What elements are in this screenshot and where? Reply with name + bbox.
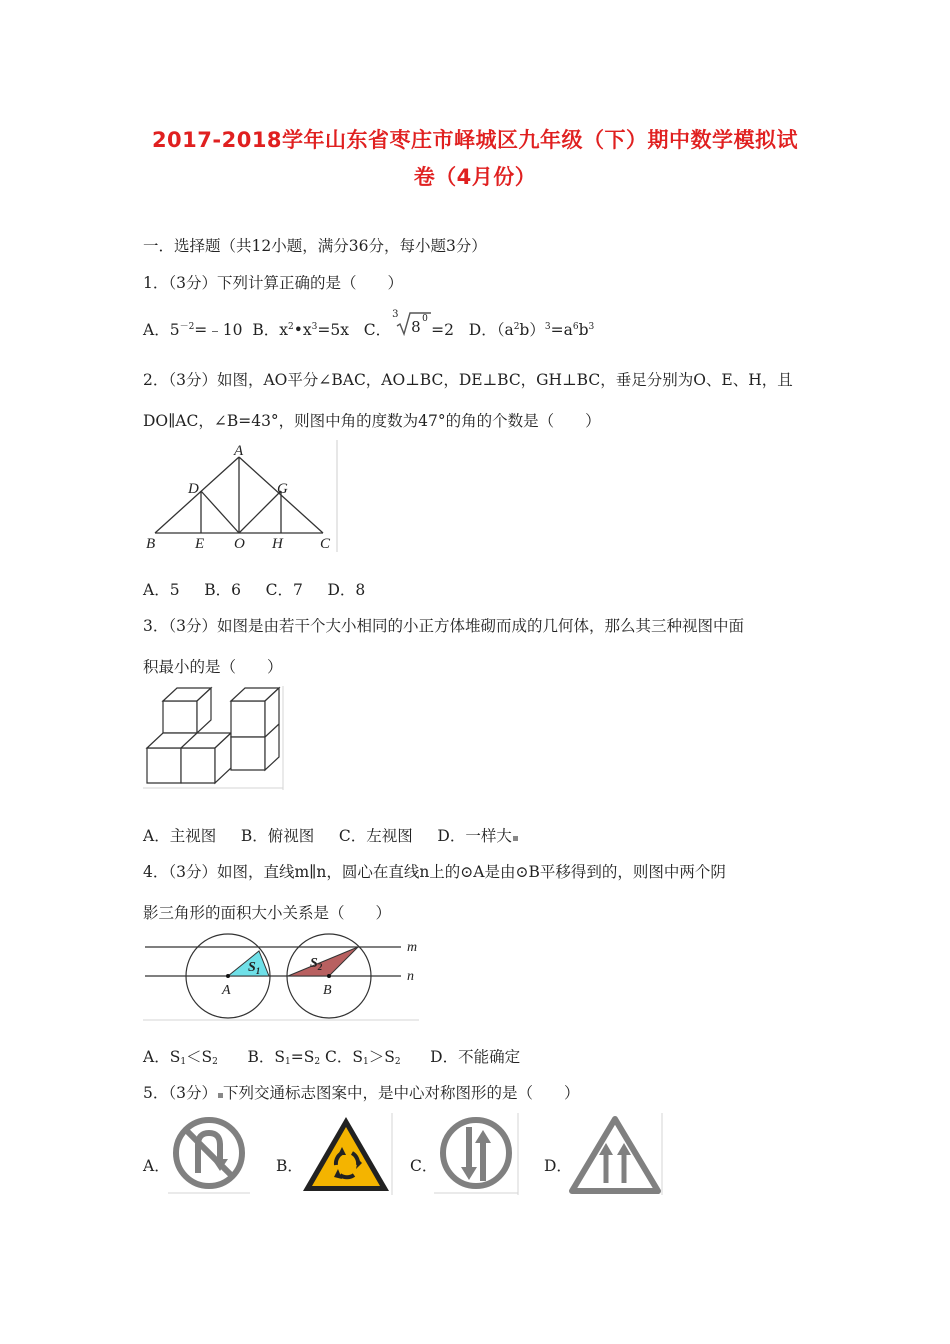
q2-options — [143, 578, 365, 600]
q4-option-c: C．$S_1>S_2$ — [325, 1048, 401, 1067]
q1-option-c: C． 3 8 0 =2 — [363, 309, 454, 339]
label-circle-b: B — [323, 983, 332, 998]
q2-stem-line2: DO∥AC，∠B=43°，则图中角的度数为47°的角的个数是（ ） — [143, 412, 601, 430]
label-circle-a: A — [222, 983, 231, 998]
label-s2: $S_2$ — [310, 956, 323, 972]
no-u-turn-sign-icon — [166, 1113, 252, 1195]
label-n: n — [407, 969, 414, 984]
label-d: D — [188, 481, 199, 497]
q4-options — [143, 1045, 520, 1067]
q4-option-d: D．不能确定 — [430, 1048, 521, 1066]
q2-option-a: A．5 — [143, 581, 180, 599]
q1-options — [143, 309, 595, 340]
q3-option-c: C．左视图 — [338, 827, 413, 845]
q1-option-b: B．$x^2•x^3=5x$ — [252, 321, 349, 339]
doc-title-line1: 2017-2018学年山东省枣庄市峄城区九年级（下）期中数学模拟试 — [151, 128, 799, 152]
q5-option-b-label: B． — [276, 1157, 303, 1175]
q2-stem-line1: 2．（3分）如图，AO平分∠BAC，AO⊥BC，DE⊥BC，GH⊥BC，垂足分别为O、E、H，且 — [143, 371, 793, 389]
q3-options — [143, 824, 518, 846]
q3-option-d: D．一样大 — [437, 827, 512, 845]
two-way-traffic-triangle-sign-icon — [568, 1113, 664, 1195]
section-heading: 一．选择题（共12小题，满分36分，每小题3分） — [143, 237, 487, 255]
roundabout-warning-sign-icon — [300, 1113, 394, 1195]
q1-stem: 1．（3分）下列计算正确的是（ ） — [143, 274, 403, 292]
cube-root-radical: 3 8 0 — [391, 318, 431, 338]
q5-option-a-label: A． — [143, 1157, 170, 1175]
q1-option-a: A．$5^{-2}=﹣10$ — [143, 321, 243, 339]
q4-circles-figure — [143, 930, 423, 1022]
q4-option-a: A．$S_1<S_2$ — [143, 1048, 218, 1067]
q3-stem-line1: 3．（3分）如图是由若干个大小相同的小正方体堆砌而成的几何体，那么其三种视图中面 — [143, 617, 744, 635]
q2-option-d: D．8 — [327, 581, 366, 599]
stray-mark-icon — [513, 836, 518, 841]
two-way-arrows-circle-sign-icon — [434, 1113, 520, 1195]
q3-stem-line2: 积最小的是（ ） — [143, 658, 283, 676]
q4-stem-line1: 4．（3分）如图，直线m∥n，圆心在直线n上的⊙A是由⊙B平移得到的，则图中两个阴 — [143, 863, 726, 881]
q3-cube-stack-figure — [143, 686, 285, 790]
label-m: m — [407, 940, 418, 955]
label-s1: $S_1$ — [248, 960, 261, 976]
q3-option-a: A．主视图 — [143, 827, 217, 845]
q1-option-d: D．$(a^2b)^3=a^6b^3$ — [468, 321, 595, 339]
doc-title-line2: 卷（4月份） — [413, 165, 537, 189]
q2-option-b: B．6 — [204, 581, 241, 599]
label-o: O — [234, 536, 245, 552]
q5-stem: 5．（3分） 下列交通标志图案中，是中心对称图形的是（ ） — [143, 1084, 580, 1102]
label-h: H — [272, 536, 283, 552]
label-g: G — [277, 481, 288, 497]
label-e: E — [195, 536, 205, 552]
label-a: A — [234, 443, 244, 459]
q2-triangle-figure — [143, 440, 339, 552]
q5-option-c-label: C． — [410, 1157, 438, 1175]
q3-option-b: B．俯视图 — [240, 827, 315, 845]
q4-stem-line2: 影三角形的面积大小关系是（ ） — [143, 904, 392, 922]
label-b: B — [146, 536, 156, 552]
label-c: C — [320, 536, 331, 552]
q5-option-d-label: D． — [544, 1157, 572, 1175]
q4-option-b: B．$S_1=S_2$ — [247, 1048, 321, 1067]
q2-option-c: C．7 — [265, 581, 303, 599]
